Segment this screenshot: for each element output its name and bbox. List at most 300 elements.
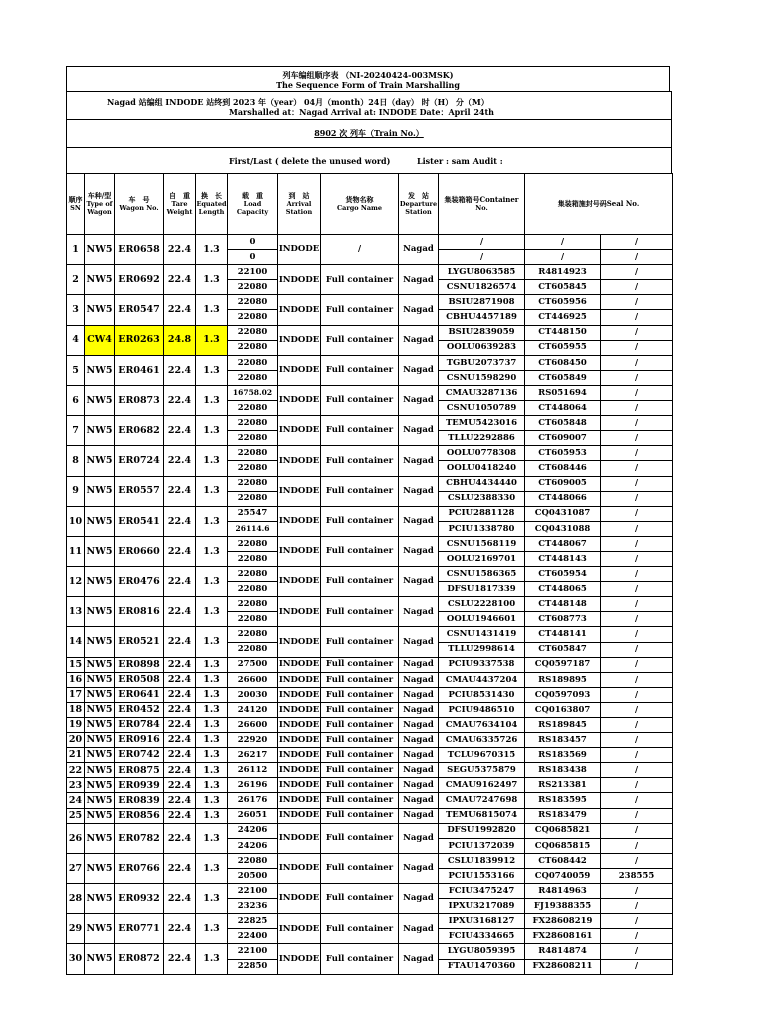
cell-wagon-type: NW5 [85,506,115,536]
cell-load-capacity: 25547 [228,506,278,521]
cell-load-capacity: 24206 [228,838,278,853]
cell-sn: 6 [67,385,85,415]
cell-equated-length: 1.3 [196,823,228,853]
cell-equated-length: 1.3 [196,808,228,823]
cell-container-no: CSLU2388330 [439,491,525,506]
cell-wagon-type: NW5 [85,672,115,687]
cell-container-no: OOLU2169701 [439,551,525,566]
cell-seal-no: CT448067 [525,536,601,551]
cell-seal-no: FJ19388355 [525,899,601,914]
table-row [67,914,673,929]
lister-audit: Lister : sam Audit : [417,156,503,166]
cell-wagon-no: ER0682 [115,416,164,446]
cell-wagon-no: ER0452 [115,702,164,717]
cell-seal-extra: / [601,416,673,431]
cell-sn: 14 [67,627,85,657]
table-row [67,778,673,793]
header-wagon-no-en: Wagon No. [119,204,159,212]
cell-tare-weight: 22.4 [164,778,196,793]
cell-equated-length: 1.3 [196,778,228,793]
cell-tare-weight: 22.4 [164,808,196,823]
cell-wagon-type: NW5 [85,687,115,702]
cell-seal-extra: / [601,597,673,612]
cell-seal-no: CQ0431087 [525,506,601,521]
cell-sn: 11 [67,536,85,566]
table-row [67,884,673,899]
table-row [67,823,673,838]
table-row [67,506,673,521]
cell-arrival-station: INDODE [278,748,321,763]
header-seal-no-cn: 集装箱施封号码Seal No. [557,199,640,208]
cell-sn: 22 [67,763,85,778]
cell-seal-extra: / [601,808,673,823]
cell-arrival-station: INDODE [278,295,321,325]
cell-sn: 28 [67,884,85,914]
table-row [67,597,673,612]
cell-wagon-type: NW5 [85,597,115,627]
cell-tare-weight: 22.4 [164,235,196,265]
cell-cargo-name: Full container [321,355,399,385]
cell-seal-extra: / [601,657,673,672]
cell-arrival-station: INDODE [278,808,321,823]
cell-sn: 3 [67,295,85,325]
header-equated-length [196,174,228,235]
cell-cargo-name: Full container [321,295,399,325]
cell-cargo-name: Full container [321,657,399,672]
cell-wagon-type: NW5 [85,823,115,853]
cell-arrival-station: INDODE [278,793,321,808]
cell-seal-extra: / [601,884,673,899]
cell-wagon-no: ER0541 [115,506,164,536]
cell-cargo-name: Full container [321,687,399,702]
cell-cargo-name: Full container [321,884,399,914]
cell-wagon-no: ER0898 [115,657,164,672]
cell-seal-extra: / [601,536,673,551]
cell-load-capacity: 22080 [228,446,278,461]
cell-container-no: PCIU9486510 [439,702,525,717]
cell-arrival-station: INDODE [278,718,321,733]
cell-container-no: OOLU0418240 [439,461,525,476]
table-row [67,853,673,868]
cell-seal-no: R4814923 [525,265,601,280]
table-body [67,235,673,975]
cell-seal-extra: / [601,461,673,476]
cell-arrival-station: INDODE [278,385,321,415]
cell-seal-no: CT448065 [525,582,601,597]
cell-wagon-type: NW5 [85,884,115,914]
cell-container-no: IPXU3217089 [439,899,525,914]
cell-seal-no: CT605954 [525,567,601,582]
cell-arrival-station: INDODE [278,884,321,914]
cell-load-capacity: 27500 [228,657,278,672]
cell-seal-no: CQ0740059 [525,868,601,883]
cell-load-capacity: 22825 [228,914,278,929]
table-row [67,763,673,778]
cell-load-capacity: 22080 [228,431,278,446]
cell-equated-length: 1.3 [196,687,228,702]
cell-departure-station: Nagad [399,733,439,748]
cell-seal-no: RS213381 [525,778,601,793]
cell-departure-station: Nagad [399,672,439,687]
cell-wagon-type: NW5 [85,657,115,672]
cell-seal-extra: / [601,491,673,506]
cell-container-no: CSNU1568119 [439,536,525,551]
cell-cargo-name: Full container [321,793,399,808]
cell-load-capacity: 26600 [228,718,278,733]
cell-sn: 26 [67,823,85,853]
cell-seal-extra: / [601,325,673,340]
cell-container-no: / [439,250,525,265]
cell-load-capacity: 22400 [228,929,278,944]
cell-seal-no: CT448143 [525,551,601,566]
table-header [67,174,673,235]
cell-equated-length: 1.3 [196,718,228,733]
cell-cargo-name: Full container [321,385,399,415]
cell-seal-no: R4814963 [525,884,601,899]
cell-seal-no: CQ0597093 [525,687,601,702]
cell-seal-extra: / [601,506,673,521]
cell-tare-weight: 22.4 [164,702,196,717]
cell-arrival-station: INDODE [278,914,321,944]
header-wagon-type [85,174,115,235]
cell-tare-weight: 22.4 [164,597,196,627]
cell-container-no: CMAU6335726 [439,733,525,748]
cell-arrival-station: INDODE [278,763,321,778]
cell-sn: 4 [67,325,85,355]
cell-wagon-no: ER0784 [115,718,164,733]
cell-container-no: OOLU0778308 [439,446,525,461]
cell-tare-weight: 22.4 [164,672,196,687]
cell-cargo-name: Full container [321,808,399,823]
cell-load-capacity: 20500 [228,868,278,883]
cell-cargo-name: Full container [321,778,399,793]
cell-equated-length: 1.3 [196,235,228,265]
table-row [67,718,673,733]
table-row [67,944,673,959]
train-number: 8902 次 列车（Train No.） [314,128,424,138]
header-sn [67,174,85,235]
cell-container-no: DFSU1992820 [439,823,525,838]
cell-seal-extra: / [601,310,673,325]
cell-container-no: LYGU8063585 [439,265,525,280]
cell-load-capacity: 26196 [228,778,278,793]
cell-seal-no: CT605956 [525,295,601,310]
cell-container-no: BSIU2871908 [439,295,525,310]
cell-seal-no: / [525,235,601,250]
cell-seal-extra: / [601,778,673,793]
cell-sn: 17 [67,687,85,702]
cell-sn: 20 [67,733,85,748]
cell-container-no: PCIU1338780 [439,521,525,536]
cell-load-capacity: 22850 [228,959,278,974]
cell-wagon-no: ER0932 [115,884,164,914]
cell-wagon-no: ER0939 [115,778,164,793]
cell-equated-length: 1.3 [196,506,228,536]
cell-departure-station: Nagad [399,884,439,914]
cell-departure-station: Nagad [399,793,439,808]
cell-container-no: CSNU1826574 [439,280,525,295]
cell-seal-extra: / [601,582,673,597]
table-row [67,808,673,823]
marshalling-info [66,91,672,119]
cell-wagon-no: ER0641 [115,687,164,702]
cell-arrival-station: INDODE [278,672,321,687]
cell-seal-extra: / [601,476,673,491]
cell-departure-station: Nagad [399,748,439,763]
cell-seal-extra: / [601,914,673,929]
cell-load-capacity: 26114.6 [228,521,278,536]
cell-wagon-no: ER0742 [115,748,164,763]
cell-cargo-name: Full container [321,914,399,944]
header-load-capacity-cn: 载 重 [242,191,263,200]
cell-wagon-no: ER0839 [115,793,164,808]
cell-departure-station: Nagad [399,944,439,974]
cell-sn: 15 [67,657,85,672]
cell-wagon-type: NW5 [85,914,115,944]
cell-container-no: SEGU5375879 [439,763,525,778]
cell-arrival-station: INDODE [278,235,321,265]
cell-arrival-station: INDODE [278,446,321,476]
cell-equated-length: 1.3 [196,884,228,914]
cell-tare-weight: 22.4 [164,763,196,778]
cell-tare-weight: 22.4 [164,627,196,657]
cell-container-no: BSIU2839059 [439,325,525,340]
cell-seal-no: CT448148 [525,597,601,612]
cell-equated-length: 1.3 [196,702,228,717]
cell-equated-length: 1.3 [196,355,228,385]
cell-container-no: CMAU7634104 [439,718,525,733]
cell-wagon-type: NW5 [85,733,115,748]
train-number-row [66,119,672,147]
cell-seal-extra: / [601,793,673,808]
cell-wagon-no: ER0476 [115,567,164,597]
header-wagon-type-cn: 车种/型 [87,191,112,200]
cell-seal-no: CT608773 [525,612,601,627]
cell-load-capacity: 0 [228,235,278,250]
header-equated-length-en: Equated Length [196,200,227,216]
cell-seal-extra: / [601,235,673,250]
cell-load-capacity: 22080 [228,612,278,627]
cell-seal-no: RS051694 [525,385,601,400]
cell-cargo-name: Full container [321,748,399,763]
cell-equated-length: 1.3 [196,325,228,355]
table-row [67,325,673,340]
cell-wagon-type: NW5 [85,718,115,733]
cell-equated-length: 1.3 [196,567,228,597]
cell-load-capacity: 22080 [228,491,278,506]
cell-wagon-no: ER0816 [115,597,164,627]
cell-sn: 8 [67,446,85,476]
title-english: The Sequence Form of Train Marshalling [276,80,460,90]
table-row [67,446,673,461]
cell-equated-length: 1.3 [196,748,228,763]
cell-departure-station: Nagad [399,385,439,415]
cell-load-capacity: 22080 [228,551,278,566]
cell-container-no: FTAU1470360 [439,959,525,974]
cell-cargo-name: Full container [321,702,399,717]
cell-tare-weight: 22.4 [164,733,196,748]
cell-departure-station: Nagad [399,808,439,823]
cell-sn: 25 [67,808,85,823]
cell-departure-station: Nagad [399,355,439,385]
title-chinese: 列车编组顺序表 （NI-20240424-003MSK) [282,70,454,80]
cell-load-capacity: 22080 [228,340,278,355]
table-row [67,385,673,400]
cell-seal-extra: / [601,748,673,763]
cell-cargo-name: Full container [321,325,399,355]
cell-equated-length: 1.3 [196,476,228,506]
cell-seal-no: FX28608211 [525,959,601,974]
cell-cargo-name: Full container [321,567,399,597]
cell-departure-station: Nagad [399,823,439,853]
cell-seal-no: CT605953 [525,446,601,461]
cell-container-no: PCIU9337538 [439,657,525,672]
cell-seal-extra: / [601,672,673,687]
cell-seal-no: RS189845 [525,718,601,733]
cell-seal-no: CT448064 [525,401,601,416]
cell-container-no: TLLU2998614 [439,642,525,657]
cell-sn: 7 [67,416,85,446]
cell-sn: 24 [67,793,85,808]
cell-container-no: IPXU3168127 [439,914,525,929]
cell-load-capacity: 26112 [228,763,278,778]
cell-load-capacity: 22080 [228,853,278,868]
cell-sn: 19 [67,718,85,733]
header-tare-weight-cn: 自 重 [169,191,190,200]
table-row [67,355,673,370]
cell-wagon-no: ER0856 [115,808,164,823]
cell-arrival-station: INDODE [278,597,321,627]
header-arrival-station [278,174,321,235]
table-row [67,295,673,310]
cell-load-capacity: 22080 [228,310,278,325]
cell-seal-no: CT608450 [525,355,601,370]
cell-container-no: CBHU4434440 [439,476,525,491]
cell-seal-extra: / [601,944,673,959]
cell-wagon-no: ER0461 [115,355,164,385]
header-arrival-station-en: Arrival Station [285,200,313,216]
cell-load-capacity: 26217 [228,748,278,763]
cell-cargo-name: Full container [321,446,399,476]
cell-container-no: PCIU1372039 [439,838,525,853]
cell-seal-extra: / [601,521,673,536]
cell-departure-station: Nagad [399,597,439,627]
table-row [67,657,673,672]
cell-wagon-type: NW5 [85,265,115,295]
cell-seal-extra: / [601,718,673,733]
cell-cargo-name: Full container [321,536,399,566]
cell-seal-no: RS183457 [525,733,601,748]
cell-seal-no: FX28608219 [525,914,601,929]
cell-seal-no: RS183569 [525,748,601,763]
cell-tare-weight: 22.4 [164,567,196,597]
table-row [67,235,673,250]
cell-seal-extra: / [601,401,673,416]
cell-tare-weight: 22.4 [164,748,196,763]
header-wagon-type-en: Type of Wagon [86,200,113,216]
cell-seal-no: RS183595 [525,793,601,808]
cell-cargo-name: Full container [321,823,399,853]
cell-seal-extra: 238555 [601,868,673,883]
cell-load-capacity: 26051 [228,808,278,823]
cell-wagon-no: ER0547 [115,295,164,325]
header-wagon-no [115,174,164,235]
cell-tare-weight: 22.4 [164,476,196,506]
cell-container-no: CMAU3287136 [439,385,525,400]
cell-tare-weight: 22.4 [164,295,196,325]
table-row [67,416,673,431]
cell-tare-weight: 22.4 [164,416,196,446]
cell-seal-no: CT609005 [525,476,601,491]
cell-load-capacity: 0 [228,250,278,265]
cell-sn: 12 [67,567,85,597]
cell-tare-weight: 22.4 [164,914,196,944]
cell-seal-extra: / [601,627,673,642]
cell-container-no: LYGU8059395 [439,944,525,959]
cell-wagon-no: ER0658 [115,235,164,265]
cell-tare-weight: 22.4 [164,793,196,808]
cell-seal-extra: / [601,355,673,370]
cell-equated-length: 1.3 [196,265,228,295]
cell-wagon-type: NW5 [85,853,115,883]
table-row [67,265,673,280]
table-row [67,748,673,763]
cell-load-capacity: 22080 [228,642,278,657]
cell-wagon-type: NW5 [85,567,115,597]
header-cargo-name-en: Cargo Name [336,204,383,212]
cell-seal-no: CT605847 [525,642,601,657]
cell-cargo-name: Full container [321,506,399,536]
cell-seal-no: CT605849 [525,370,601,385]
cell-sn: 29 [67,914,85,944]
cell-equated-length: 1.3 [196,914,228,944]
cell-cargo-name: Full container [321,476,399,506]
cell-equated-length: 1.3 [196,536,228,566]
cell-load-capacity: 24120 [228,702,278,717]
cell-load-capacity: 22080 [228,416,278,431]
cell-seal-no: CT605955 [525,340,601,355]
table-row [67,793,673,808]
cell-seal-no: RS183479 [525,808,601,823]
table-row [67,702,673,717]
cell-seal-extra: / [601,929,673,944]
cell-wagon-no: ER0873 [115,385,164,415]
cell-container-no: PCIU8531430 [439,687,525,702]
cell-equated-length: 1.3 [196,657,228,672]
cell-departure-station: Nagad [399,702,439,717]
cell-wagon-no: ER0771 [115,914,164,944]
cell-departure-station: Nagad [399,325,439,355]
cell-seal-no: CT448150 [525,325,601,340]
cell-cargo-name: Full container [321,733,399,748]
cell-arrival-station: INDODE [278,823,321,853]
cell-arrival-station: INDODE [278,506,321,536]
cell-cargo-name: Full container [321,416,399,446]
header-seal-no [525,174,673,235]
cell-arrival-station: INDODE [278,567,321,597]
cell-wagon-type: NW5 [85,627,115,657]
cell-tare-weight: 22.4 [164,687,196,702]
cell-cargo-name: Full container [321,265,399,295]
cell-seal-extra: / [601,687,673,702]
cell-seal-extra: / [601,853,673,868]
cell-tare-weight: 22.4 [164,355,196,385]
header-departure-station [399,174,439,235]
cell-cargo-name: Full container [321,853,399,883]
cell-load-capacity: 22080 [228,597,278,612]
cell-tare-weight: 22.4 [164,944,196,974]
cell-cargo-name: / [321,235,399,265]
